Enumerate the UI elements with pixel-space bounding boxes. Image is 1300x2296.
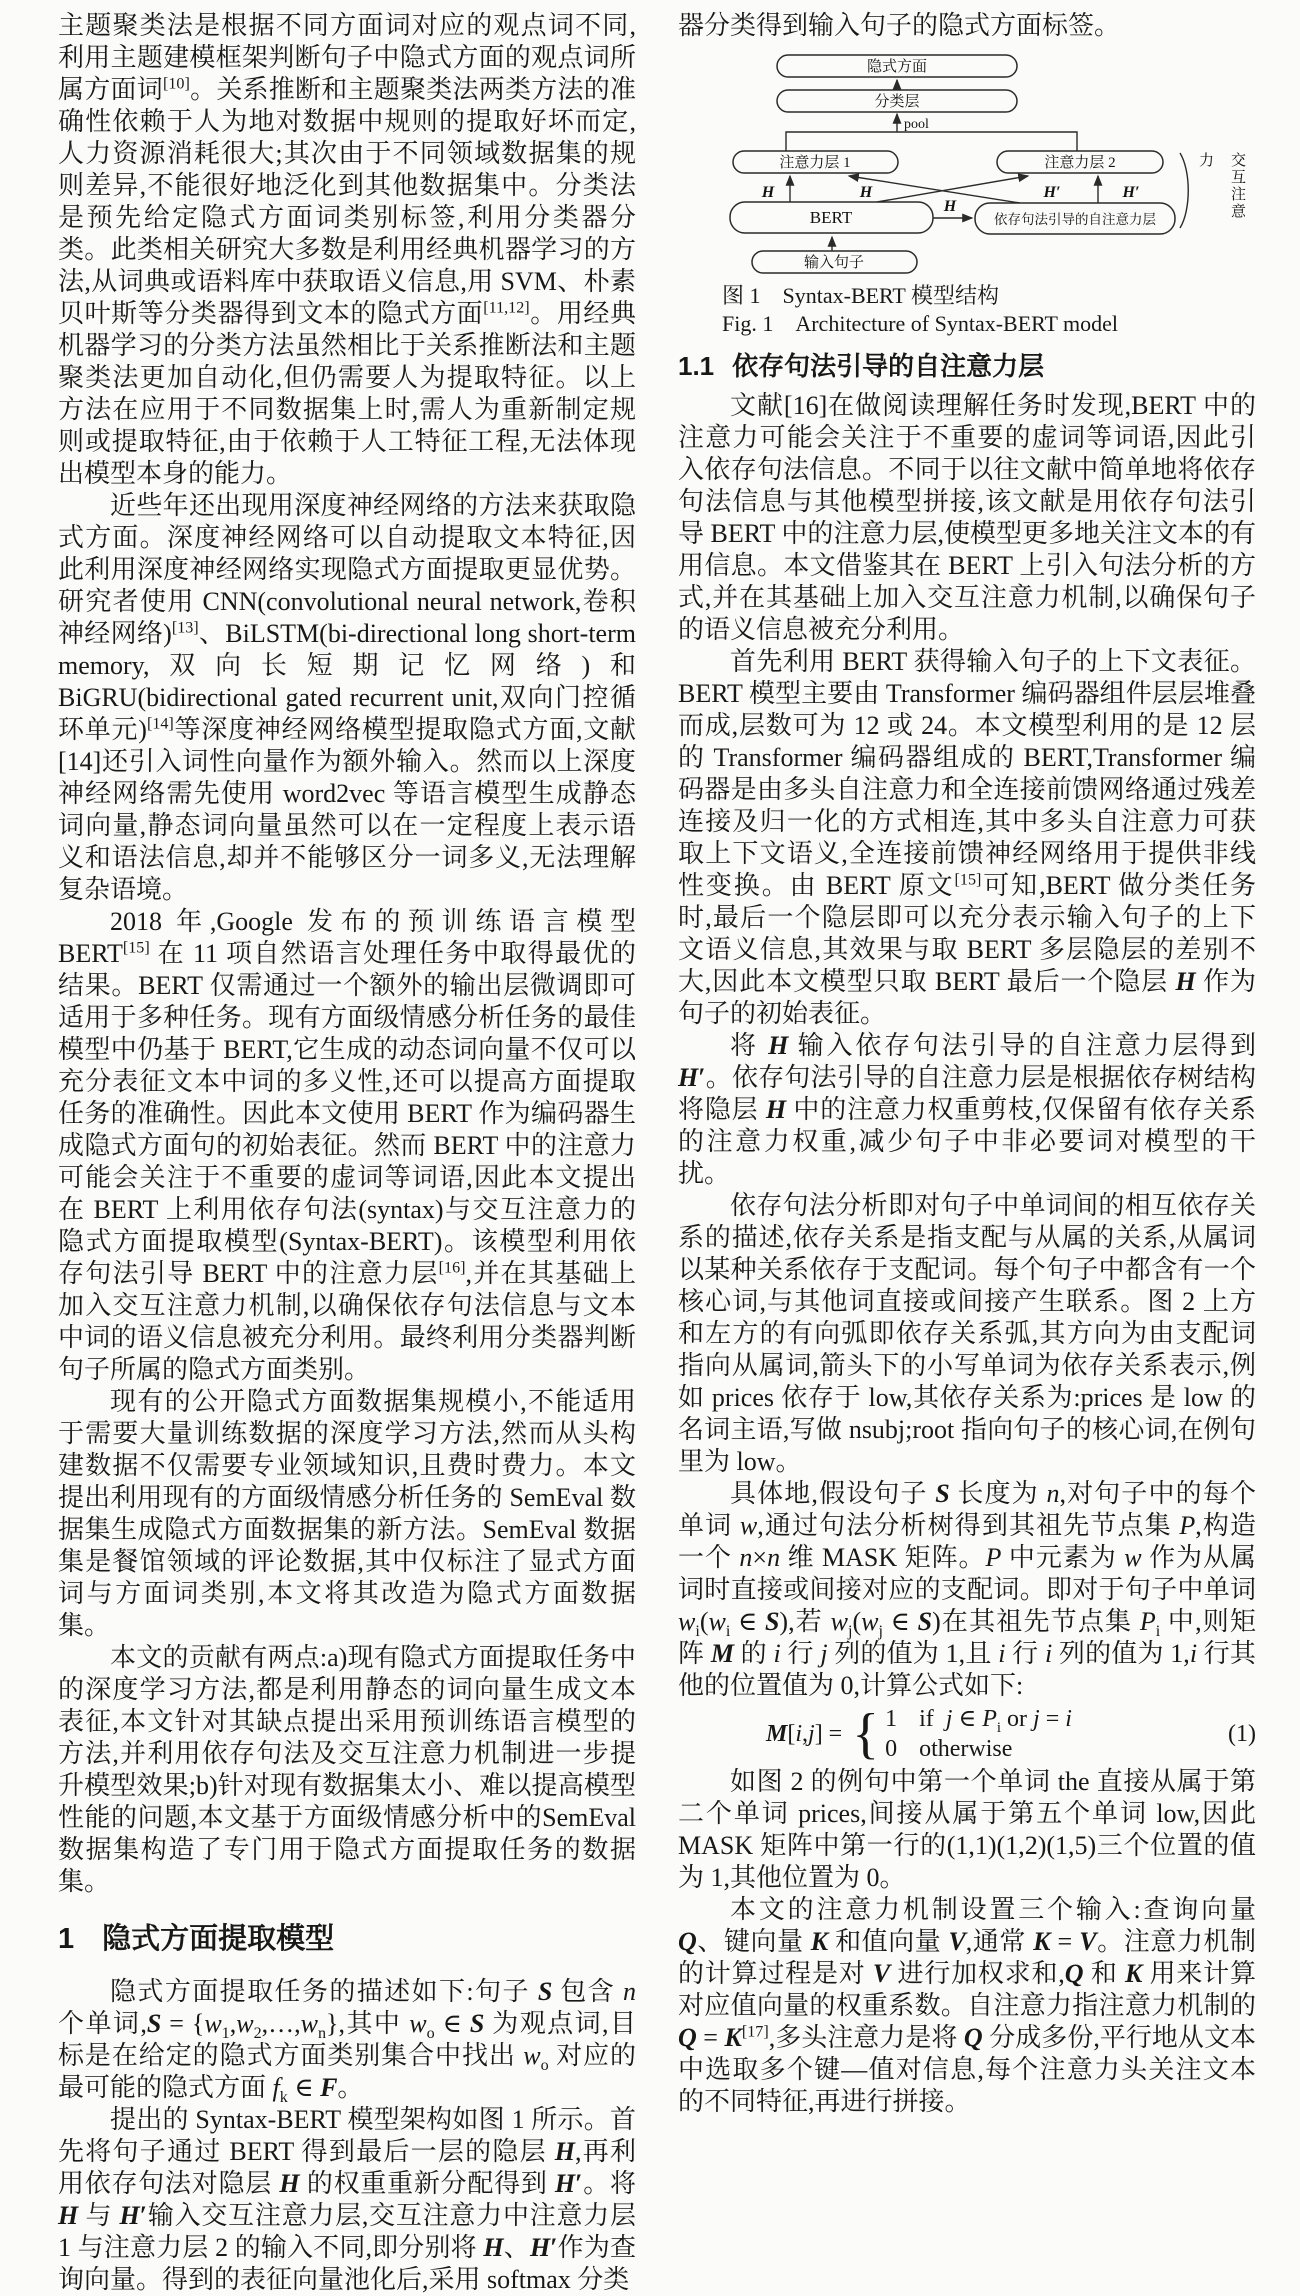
- paragraph: 依存句法分析即对句子中单词间的相互依存关系的描述,依存关系是指支配与从属的关系,从属词以某种关系依存于支配词。每个句子中都含有一个核心词,与其他词直接或间接产生联系。图 2 上方和左方的有向弧即依存关系弧,其方向为由支配词指向从属词,箭头下的小写单词为依存关系表示,例如 prices 依存于 low,其依存关系为:prices 是 low 的名词主语,写做 nsubj;root 指向句子的核心词,在例句里为 low。: [678, 1191, 1256, 1476]
- equation-1-case-1-value: 1: [885, 1706, 898, 1732]
- fig1-node-classifier-label: 分类层: [874, 94, 920, 110]
- equation-1-case-1-condition: if j ∈ $P_i$ or j = i: [919, 1706, 1072, 1736]
- right-column: [678, 10, 1256, 2118]
- equation-1-number: (1): [1228, 1721, 1256, 1747]
- section-1-heading: [58, 1922, 636, 1956]
- fig1-edge-label-h-vertical: H: [761, 184, 775, 201]
- equation-1-case-2: [885, 1736, 1072, 1762]
- figure-1-canvas: [678, 48, 1256, 280]
- fig1-edge-label-hprime-cross: H′: [1043, 184, 1061, 201]
- figure-1-caption-en: Fig. 1 Architecture of Syntax-BERT model: [722, 311, 1119, 336]
- paragraph: 近些年还出现用深度神经网络的方法来获取隐式方面。深度神经网络可以自动提取文本特征,因此利用深度神经网络实现隐式方面提取更显优势。研究者使用 CNN(convolutional neural network,卷积神经网络)[13]、BiLSTM(bi-directional long short-term memory,双向长短期记忆网络)和 BiGRU(bidirectional gated recurrent unit,双向门控循环单元)[14]等深度神经网络模型提取隐式方面,文献[14]还引入词性向量作为额外输入。然而以上深度神经网络需先使用 word2vec 等语言模型生成静态词向量,静态词向量虽然可以在一定程度上表示语义和语法信息,却并不能够区分一词多义,无法理解复杂语境。: [58, 491, 636, 904]
- fig1-node-syntax-attention-label: 依存句法引导的自注意力层: [994, 212, 1156, 227]
- fig1-node-input-sentence-label: 输入句子: [803, 255, 865, 271]
- fig1-edge-label-pool: pool: [904, 117, 929, 132]
- connector-attention-to-pool: [786, 132, 1077, 151]
- equation-1-case-2-condition: otherwise: [919, 1736, 1013, 1762]
- figure-1-caption-zh: 图 1 Syntax-BERT 模型结构: [722, 283, 999, 308]
- fig1-node-attention2-label: 注意力层 2: [1044, 155, 1116, 171]
- equation-1-brace: {: [852, 1703, 880, 1765]
- paragraph: 将 H 输入依存句法引导的自注意力层得到 H′。依存句法引导的自注意力层是根据依存树结构将隐层 H 中的注意力权重剪枝,仅保留有依存关系的注意力权重,减少句子中非必要词对模型的干扰。: [678, 1031, 1256, 1188]
- fig1-edge-label-hprime-vertical: H′: [1122, 184, 1140, 201]
- equation-1-case-1: [885, 1706, 1072, 1736]
- paragraph: 本文的注意力机制设置三个输入:查询向量 Q、键向量 K 和值向量 V,通常 K = V。注意力机制的计算过程是对 V 进行加权求和,Q 和 K 用来计算对应值向量的权重系数。自注意力指注意力机制的 Q = K[17],多头注意力是将 Q 分成多份,平行地从文本中选取多个键—值对信息,每个注意力头关注文本的不同特征,再进行拼接。: [678, 1895, 1256, 2116]
- paragraph: 本文的贡献有两点:a)现有隐式方面提取任务中的深度学习方法,都是利用静态的词向量生成文本表征,本文针对其缺点提出采用预训练语言模型的方法,并利用依存句法及交互注意力机制进一步提升模型效果;b)针对现有数据集太小、难以提高模型性能的问题,本文基于方面级情感分析中的SemEval数据集构造了专门用于隐式方面提取任务的数据集。: [58, 1643, 636, 1896]
- paragraph: 2018 年,Google 发布的预训练语言模型 BERT[15] 在 11 项自然语言处理任务中取得最优的结果。BERT 仅需通过一个额外的输出层微调即可适用于多种任务。现有方面级情感分析任务的最佳模型中仍基于 BERT,它生成的动态词向量不仅可以充分表征文本中词的多义性,还可以提高方面提取任务的准确性。因此本文使用 BERT 作为编码器生成隐式方面句的初始表征。然而 BERT 中的注意力可能会关注于不重要的虚词等词语,因此本文提出在 BERT 上利用依存句法(syntax)与交互注意力的隐式方面提取模型(Syntax-BERT)。该模型利用依存句法引导 BERT 中的注意力层[16],并在其基础上加入交互注意力机制,以确保依存句法信息与文本中词的语义信息被充分利用。最终利用分类器判断句子所属的隐式方面类别。: [58, 907, 636, 1384]
- paragraph: 现有的公开隐式方面数据集规模小,不能适用于需要大量训练数据的深度学习方法,然而从头构建数据不仅需要专业领域知识,且费时费力。本文提出利用现有的方面级情感分析任务的 SemEval 数据集生成隐式方面数据集的新方法。SemEval 数据集是餐馆领域的评论数据,其中仅标注了显式方面词与方面词类别,本文将其改造为隐式方面数据集。: [58, 1387, 636, 1640]
- paragraph: 如图 2 的例句中第一个单词 the 直接从属于第二个单词 prices,间接从属于第五个单词 low,因此 MASK 矩阵中第一行的(1,1)(1,2)(1,5)三个位置的值为 1,其他位置为 0。: [678, 1767, 1256, 1892]
- paragraph: 隐式方面提取任务的描述如下:句子 S 包含 n 个单词$,S = \{w_1,w_2,\dots,w_n\}$,其中 $w_o$ ∈ S 为观点词,目标是在给定的隐式方面类别集合中找出 $w_o$ 对应的最可能的隐式方面 $f_k$ ∈ F。: [58, 1977, 636, 2107]
- interactive-attention-bracket: [1180, 153, 1188, 228]
- equation-1: [678, 1703, 1256, 1765]
- paragraph: 主题聚类法是根据不同方面词对应的观点词不同,利用主题建模框架判断句子中隐式方面的观点词所属方面词[10]。关系推断和主题聚类法两类方法的准确性依赖于人为地对数据中规则的提取好坏而定,人力资源消耗很大;其次由于不同领域数据集的规则差异,不能很好地泛化到其他数据集中。分类法是预先给定隐式方面词类别标签,利用分类器分类。此类相关研究大多数是利用经典机器学习的方法,从词典或语料库中获取语义信息,用 SVM、朴素贝叶斯等分类器得到文本的隐式方面[11,12]。用经典机器学习的分类方法虽然相比于关系推断法和主题聚类法更加自动化,但仍需要人为提取特征。以上方法在应用于不同数据集上时,需人为重新制定规则或提取特征,由于依赖于人工特征工程,无法体现出模型本身的能力。: [58, 11, 636, 488]
- paragraph: 具体地,假设句子 S 长度为 n,对句子中的每个单词 w,通过句法分析树得到其祖先节点集 P,构造一个 n×n 维 MASK 矩阵。P 中元素为 w 作为从属词时直接或间接对应的支配词。即对于句子中单词 $w_i(w_i$ ∈ S),若 $w_j(w_j$ ∈ S)在其祖先节点集 $P_i$ 中,则矩阵 M 的 i 行 j 列的值为 1,且 i 行 i 列的值为 1,i 行其他的位置值为 0,计算公式如下:: [678, 1479, 1256, 1700]
- figure-1-syntax-bert-diagram: [678, 48, 1256, 280]
- equation-1-case-2-value: 0: [885, 1736, 898, 1762]
- fig1-node-attention1-label: 注意力层 1: [779, 155, 851, 171]
- section-1-1-number: 1.1: [678, 351, 715, 381]
- section-1-number: 1: [58, 1923, 75, 1955]
- paragraph: 文献[16]在做阅读理解任务时发现,BERT 中的注意力可能会关注于不重要的虚词等词语,因此引入依存句法信息。不同于以往文献中简单地将依存句法信息与其他模型拼接,该文献是用依存句法引导 BERT 中的注意力层,使模型更多地关注文本的有用信息。本文借鉴其在 BERT 上引入句法分析的方式,并在其基础上加入交互注意力机制,以确保句子的语义信息被充分利用。: [678, 391, 1256, 644]
- section-1-title: 隐式方面提取模型: [102, 1923, 335, 1955]
- fig1-edge-label-h-cross: H: [859, 184, 873, 201]
- fig1-node-bert-label: BERT: [809, 208, 853, 227]
- equation-1-cases: [885, 1706, 1072, 1762]
- paragraph: 首先利用 BERT 获得输入句子的上下文表征。BERT 模型主要由 Transformer 编码器组件层层堆叠而成,层数可为 12 或 24。本文模型利用的是 12 层的 Transformer 编码器组成的 BERT,Transformer 编码器是由多头自注意力和全连接前馈网络通过残差连接及归一化的方式相连,其中多头自注意力可获取上下文语义,全连接前馈神经网络用于提供非线性变换。由 BERT 原文[15]可知,BERT 做分类任务时,最后一个隐层即可以充分表示输入句子的上下文语义信息,其效果与取 BERT 多层隐层的差别不大,因此本文模型只取 BERT 最后一个隐层 H 作为句子的初始表征。: [678, 647, 1256, 1028]
- paragraph: 提出的 Syntax-BERT 模型架构如图 1 所示。首先将句子通过 BERT 得到最后一层的隐层 H,再利用依存句法对隐层 H 的权重重新分配得到 H′。将 H 与 H′输入交互注意力层,交互注意力中注意力层 1 与注意力层 2 的输入不同,即分别将 H、H′作为查询向量。得到的表征向量池化后,采用 softmax 分类: [58, 2105, 636, 2294]
- fig1-node-implicit-aspect-label: 隐式方面: [866, 59, 928, 75]
- left-column: [58, 10, 636, 2296]
- arrow-syntax-to-attention1-cross: [849, 176, 1020, 203]
- section-1-1-title: 依存句法引导的自注意力层: [732, 351, 1045, 381]
- paragraph: 器分类得到输入句子的隐式方面标签。: [678, 11, 1121, 40]
- fig1-edge-label-h-mid: H: [943, 198, 957, 215]
- section-1-1-heading: [678, 350, 1256, 382]
- equation-1-lhs: M[i,j] =: [766, 1721, 843, 1747]
- fig1-interactive-attention-label: 交互注意力: [1197, 152, 1245, 220]
